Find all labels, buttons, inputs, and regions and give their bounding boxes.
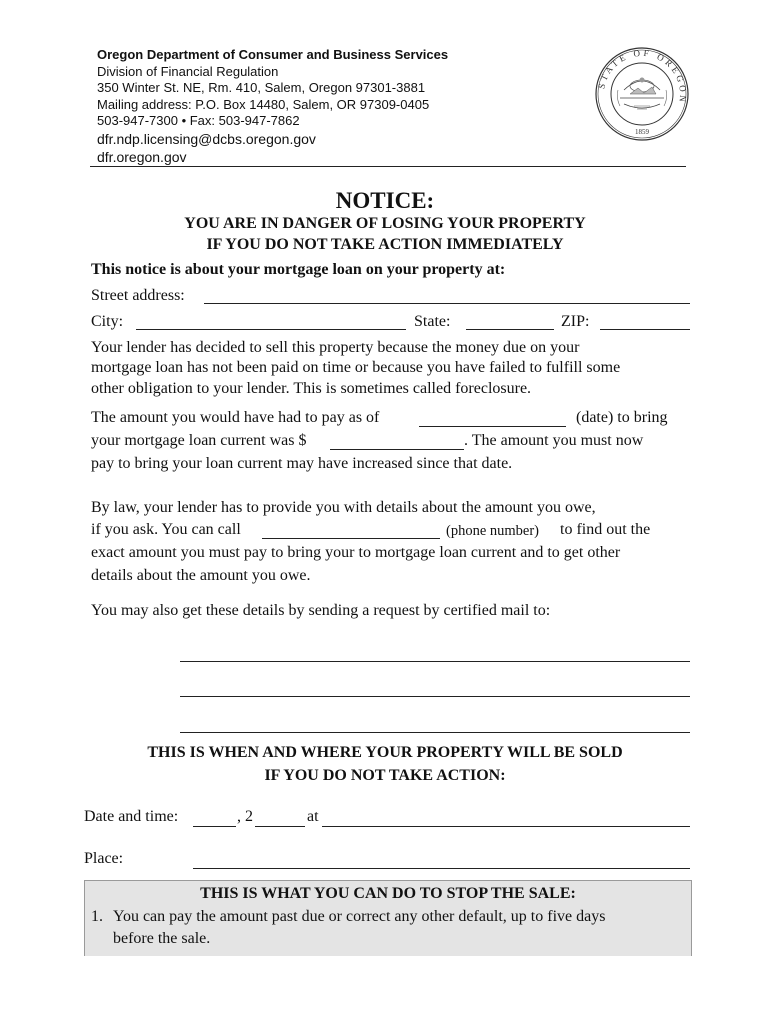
agency-email: dfr.ndp.licensing@dcbs.oregon.gov: [97, 130, 316, 147]
stop-sale-item-1-line-2: before the sale.: [113, 930, 211, 947]
svg-text:STATE OF OREGON: STATE OF OREGON: [596, 47, 689, 106]
sale-date-label: Date and time:: [84, 808, 179, 825]
mailing-address-line-3[interactable]: [180, 732, 690, 733]
city-label: City:: [91, 313, 124, 330]
sale-at-label: at: [307, 808, 319, 825]
agency-header: [97, 47, 448, 166]
paragraph-1-line-3: other obligation to your lender. This is sometimes called foreclosure.: [91, 380, 532, 397]
paragraph-3-line-2b: (phone number): [446, 523, 540, 539]
notice-title: NOTICE:: [335, 188, 435, 213]
paragraph-3-line-2c: to find out the: [560, 521, 651, 538]
sale-heading-line-1: THIS IS WHEN AND WHERE YOUR PROPERTY WILL BE SOLD: [147, 744, 623, 761]
agency-division: Division of Financial Regulation: [97, 63, 279, 79]
warning-line-1: YOU ARE IN DANGER OF LOSING YOUR PROPERTY: [184, 215, 586, 232]
stop-sale-item-1-number: 1.: [91, 908, 103, 925]
paragraph-2-line-1a: The amount you would have had to pay as of: [91, 409, 380, 426]
paragraph-2-line-2b: . The amount you must now: [464, 432, 644, 449]
agency-name: Oregon Department of Consumer and Business Services: [97, 47, 449, 62]
state-field[interactable]: [466, 329, 554, 330]
paragraph-1-line-2: mortgage loan has not been paid on time or because you have failed to fulfill some: [91, 359, 621, 376]
stop-sale-box: [84, 880, 692, 956]
sale-heading-line-2: IF YOU DO NOT TAKE ACTION:: [264, 767, 506, 784]
paragraph-4: You may also get these details by sending a request by certified mail to:: [91, 602, 551, 619]
paragraph-2-line-2a: your mortgage loan current was $: [91, 432, 307, 449]
agency-mailing-address: Mailing address: P.O. Box 14480, Salem, OR 97309-0405: [97, 96, 430, 112]
paragraph-2-line-3: pay to bring your loan current may have increased since that date.: [91, 455, 513, 472]
stop-sale-item-1: [91, 906, 605, 950]
zip-label: ZIP:: [561, 313, 590, 330]
zip-field[interactable]: [600, 329, 690, 330]
date-owed-field[interactable]: [419, 426, 566, 427]
paragraph-3-line-2a: if you ask. You can call: [91, 521, 241, 538]
agency-phone-fax: 503-947-7300 • Fax: 503-947-7862: [97, 113, 300, 129]
mailing-address-line-2[interactable]: [180, 696, 690, 697]
sale-place-label: Place:: [84, 850, 124, 867]
header-divider: [90, 166, 686, 167]
notice-about: This notice is about your mortgage loan on your property at:: [91, 261, 506, 278]
sale-date-field[interactable]: [193, 826, 236, 827]
paragraph-3-line-4: details about the amount you owe.: [91, 567, 311, 584]
agency-website: dfr.oregon.gov: [97, 148, 187, 165]
svg-text:1859: 1859: [635, 128, 649, 136]
city-field[interactable]: [136, 329, 406, 330]
stop-sale-item-1-line-1: You can pay the amount past due or correct any other default, up to five days: [113, 908, 606, 925]
sale-place-field[interactable]: [193, 868, 690, 869]
amount-owed-field[interactable]: [330, 449, 464, 450]
sale-time-field[interactable]: [322, 826, 690, 827]
sale-year-prefix: , 2: [237, 808, 253, 825]
paragraph-3-line-1: By law, your lender has to provide you with details about the amount you owe,: [91, 499, 596, 516]
paragraph-1-line-1: Your lender has decided to sell this property because the money due on your: [91, 339, 580, 356]
state-label: State:: [414, 313, 451, 330]
paragraph-3-line-3: exact amount you must pay to bring your to mortgage loan current and to get other: [91, 544, 621, 561]
sale-year-field[interactable]: [255, 826, 305, 827]
agency-street-address: 350 Winter St. NE, Rm. 410, Salem, Oregon 97301-3881: [97, 80, 426, 96]
street-address-field[interactable]: [204, 303, 690, 304]
stop-sale-heading: THIS IS WHAT YOU CAN DO TO STOP THE SALE:: [200, 885, 576, 902]
street-address-label: Street address:: [91, 287, 185, 304]
state-seal-icon: [594, 46, 690, 142]
paragraph-2-line-1b: (date) to bring: [576, 409, 668, 426]
warning-line-2: IF YOU DO NOT TAKE ACTION IMMEDIATELY: [206, 236, 564, 253]
mailing-address-line-1[interactable]: [180, 661, 690, 662]
phone-number-field[interactable]: [262, 538, 440, 539]
